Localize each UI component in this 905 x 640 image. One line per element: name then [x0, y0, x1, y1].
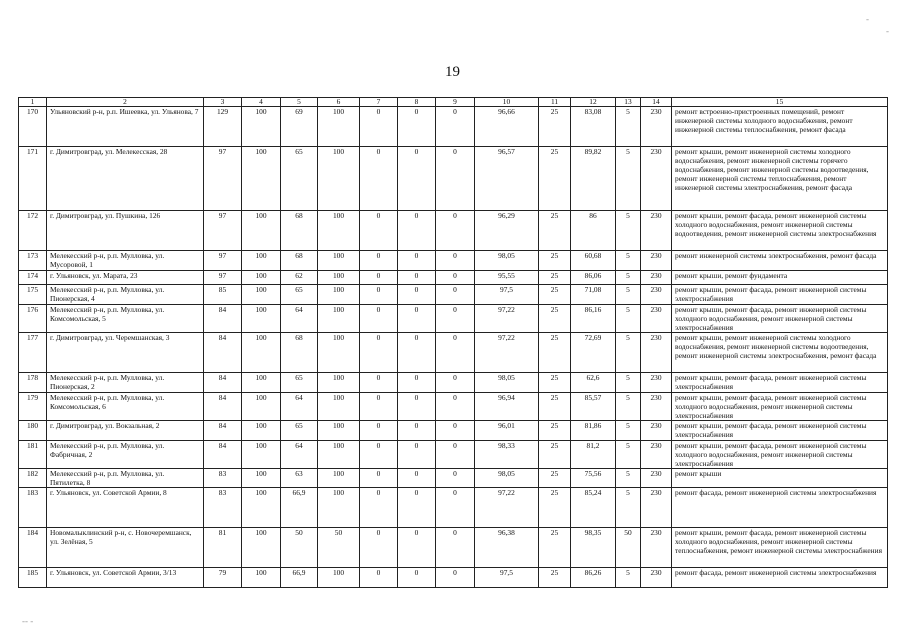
- value-cell: 98,05: [475, 469, 539, 488]
- value-cell: 100: [242, 333, 281, 373]
- header-cell: 4: [242, 98, 281, 107]
- value-cell: 60,68: [571, 251, 616, 271]
- row-number-cell: 179: [19, 393, 47, 421]
- header-cell: 7: [360, 98, 398, 107]
- value-cell: 97: [204, 147, 242, 211]
- value-cell: 0: [398, 305, 436, 333]
- value-cell: 0: [436, 469, 475, 488]
- value-cell: 50: [318, 528, 360, 568]
- value-cell: 98,33: [475, 441, 539, 469]
- value-cell: 0: [360, 305, 398, 333]
- value-cell: 25: [539, 147, 571, 211]
- value-cell: 100: [242, 251, 281, 271]
- value-cell: 0: [360, 421, 398, 441]
- value-cell: 81: [204, 528, 242, 568]
- value-cell: 5: [616, 568, 641, 588]
- value-cell: 230: [641, 305, 672, 333]
- value-cell: 0: [398, 469, 436, 488]
- value-cell: 84: [204, 393, 242, 421]
- address-cell: Мелекесский р-н, р.п. Мулловка, ул. Комсомольская, 5: [47, 305, 204, 333]
- value-cell: 65: [281, 373, 318, 393]
- works-cell: ремонт крыши, ремонт фасада, ремонт инженерной системы холодного водоснабжения, ремонт инженерной системы водоотведения, ремонт инженерной системы электроснабжения: [672, 211, 888, 251]
- value-cell: 5: [616, 488, 641, 528]
- header-cell: 8: [398, 98, 436, 107]
- address-cell: г. Димитровград, ул. Вокзальная, 2: [47, 421, 204, 441]
- value-cell: 95,55: [475, 271, 539, 285]
- value-cell: 86,26: [571, 568, 616, 588]
- value-cell: 0: [360, 393, 398, 421]
- value-cell: 100: [318, 441, 360, 469]
- value-cell: 0: [398, 285, 436, 305]
- header-cell: 5: [281, 98, 318, 107]
- works-cell: ремонт фасада, ремонт инженерной системы электроснабжения: [672, 488, 888, 528]
- value-cell: 0: [398, 528, 436, 568]
- value-cell: 230: [641, 251, 672, 271]
- value-cell: 0: [360, 271, 398, 285]
- value-cell: 5: [616, 469, 641, 488]
- value-cell: 0: [436, 333, 475, 373]
- value-cell: 100: [318, 333, 360, 373]
- value-cell: 0: [398, 393, 436, 421]
- value-cell: 230: [641, 528, 672, 568]
- table-row: [19, 568, 888, 588]
- value-cell: 230: [641, 441, 672, 469]
- value-cell: 0: [436, 107, 475, 147]
- value-cell: 64: [281, 305, 318, 333]
- table-row: [19, 373, 888, 393]
- scan-mark: -- -: [22, 616, 34, 626]
- row-number-cell: 184: [19, 528, 47, 568]
- value-cell: 100: [242, 285, 281, 305]
- value-cell: 100: [318, 421, 360, 441]
- value-cell: 0: [360, 285, 398, 305]
- value-cell: 71,08: [571, 285, 616, 305]
- table-row: [19, 528, 888, 568]
- works-cell: ремонт крыши, ремонт фасада, ремонт инженерной системы электроснабжения: [672, 373, 888, 393]
- value-cell: 0: [398, 421, 436, 441]
- value-cell: 97,22: [475, 333, 539, 373]
- value-cell: 100: [242, 373, 281, 393]
- value-cell: 100: [242, 528, 281, 568]
- value-cell: 68: [281, 211, 318, 251]
- header-cell: 15: [672, 98, 888, 107]
- value-cell: 100: [318, 271, 360, 285]
- table-row: [19, 211, 888, 251]
- row-number-cell: 181: [19, 441, 47, 469]
- value-cell: 0: [436, 271, 475, 285]
- value-cell: 83: [204, 469, 242, 488]
- value-cell: 62: [281, 271, 318, 285]
- works-cell: ремонт крыши, ремонт фасада, ремонт инженерной системы электроснабжения: [672, 285, 888, 305]
- row-number-cell: 185: [19, 568, 47, 588]
- value-cell: 0: [398, 147, 436, 211]
- value-cell: 0: [398, 333, 436, 373]
- value-cell: 0: [360, 469, 398, 488]
- value-cell: 84: [204, 305, 242, 333]
- value-cell: 66,9: [281, 488, 318, 528]
- row-number-cell: 170: [19, 107, 47, 147]
- address-cell: Мелекесский р-н, р.п. Мулловка, ул. Комсомольская, 6: [47, 393, 204, 421]
- value-cell: 84: [204, 333, 242, 373]
- value-cell: 86,06: [571, 271, 616, 285]
- value-cell: 98,05: [475, 251, 539, 271]
- value-cell: 5: [616, 251, 641, 271]
- value-cell: 84: [204, 441, 242, 469]
- works-cell: ремонт фасада, ремонт инженерной системы электроснабжения: [672, 568, 888, 588]
- value-cell: 100: [242, 568, 281, 588]
- value-cell: 68: [281, 251, 318, 271]
- value-cell: 5: [616, 333, 641, 373]
- value-cell: 100: [318, 305, 360, 333]
- value-cell: 96,94: [475, 393, 539, 421]
- value-cell: 230: [641, 469, 672, 488]
- value-cell: 0: [360, 488, 398, 528]
- value-cell: 65: [281, 421, 318, 441]
- table-row: [19, 393, 888, 421]
- row-number-cell: 174: [19, 271, 47, 285]
- works-cell: ремонт встроенно-пристроенных помещений, ремонт инженерной системы холодного водоснабжения, ремонт инженерной системы теплоснабжения, ремонт фасада: [672, 107, 888, 147]
- value-cell: 0: [360, 107, 398, 147]
- value-cell: 0: [398, 373, 436, 393]
- address-cell: г. Димитровград, ул. Черемшанская, 3: [47, 333, 204, 373]
- row-number-cell: 177: [19, 333, 47, 373]
- value-cell: 25: [539, 211, 571, 251]
- value-cell: 0: [398, 488, 436, 528]
- value-cell: 81,86: [571, 421, 616, 441]
- address-cell: г. Ульяновск, ул. Советской Армии, 3/13: [47, 568, 204, 588]
- value-cell: 100: [318, 373, 360, 393]
- value-cell: 0: [436, 285, 475, 305]
- scan-mark: -: [866, 14, 869, 24]
- table-row: [19, 271, 888, 285]
- value-cell: 5: [616, 211, 641, 251]
- value-cell: 0: [436, 393, 475, 421]
- value-cell: 230: [641, 285, 672, 305]
- value-cell: 0: [360, 568, 398, 588]
- value-cell: 25: [539, 285, 571, 305]
- page-number: 19: [445, 64, 460, 80]
- value-cell: 97,22: [475, 488, 539, 528]
- value-cell: 86: [571, 211, 616, 251]
- value-cell: 25: [539, 528, 571, 568]
- value-cell: 100: [242, 305, 281, 333]
- value-cell: 69: [281, 107, 318, 147]
- value-cell: 97,5: [475, 285, 539, 305]
- value-cell: 100: [318, 469, 360, 488]
- value-cell: 100: [242, 421, 281, 441]
- value-cell: 0: [360, 211, 398, 251]
- value-cell: 63: [281, 469, 318, 488]
- row-number-cell: 180: [19, 421, 47, 441]
- value-cell: 50: [281, 528, 318, 568]
- header-cell: 9: [436, 98, 475, 107]
- value-cell: 0: [360, 373, 398, 393]
- value-cell: 100: [242, 107, 281, 147]
- value-cell: 100: [318, 251, 360, 271]
- header-cell: 14: [641, 98, 672, 107]
- value-cell: 97,5: [475, 568, 539, 588]
- row-number-cell: 172: [19, 211, 47, 251]
- value-cell: 230: [641, 107, 672, 147]
- value-cell: 0: [436, 147, 475, 211]
- value-cell: 230: [641, 488, 672, 528]
- header-cell: 2: [47, 98, 204, 107]
- value-cell: 62,6: [571, 373, 616, 393]
- value-cell: 84: [204, 421, 242, 441]
- value-cell: 25: [539, 441, 571, 469]
- value-cell: 100: [318, 107, 360, 147]
- value-cell: 5: [616, 421, 641, 441]
- value-cell: 79: [204, 568, 242, 588]
- value-cell: 100: [242, 441, 281, 469]
- value-cell: 96,57: [475, 147, 539, 211]
- address-cell: г. Ульяновск, ул. Марата, 23: [47, 271, 204, 285]
- value-cell: 98,05: [475, 373, 539, 393]
- value-cell: 230: [641, 373, 672, 393]
- header-cell: 13: [616, 98, 641, 107]
- table-row: [19, 421, 888, 441]
- value-cell: 0: [398, 568, 436, 588]
- value-cell: 5: [616, 285, 641, 305]
- value-cell: 0: [398, 251, 436, 271]
- header-cell: 11: [539, 98, 571, 107]
- value-cell: 50: [616, 528, 641, 568]
- address-cell: г. Ульяновск, ул. Советской Армии, 8: [47, 488, 204, 528]
- value-cell: 25: [539, 251, 571, 271]
- row-number-cell: 173: [19, 251, 47, 271]
- value-cell: 0: [398, 107, 436, 147]
- value-cell: 97: [204, 251, 242, 271]
- value-cell: 0: [436, 421, 475, 441]
- table-row: [19, 305, 888, 333]
- value-cell: 5: [616, 271, 641, 285]
- value-cell: 65: [281, 147, 318, 211]
- value-cell: 83,08: [571, 107, 616, 147]
- value-cell: 0: [436, 441, 475, 469]
- value-cell: 100: [318, 393, 360, 421]
- value-cell: 0: [398, 211, 436, 251]
- value-cell: 65: [281, 285, 318, 305]
- value-cell: 230: [641, 147, 672, 211]
- works-cell: ремонт крыши, ремонт фасада, ремонт инженерной системы холодного водоснабжения, ремонт инженерной системы электроснабжения: [672, 441, 888, 469]
- works-cell: ремонт крыши, ремонт фасада, ремонт инженерной системы электроснабжения: [672, 421, 888, 441]
- header-cell: 12: [571, 98, 616, 107]
- value-cell: 0: [360, 333, 398, 373]
- value-cell: 66,9: [281, 568, 318, 588]
- value-cell: 0: [360, 251, 398, 271]
- works-cell: ремонт крыши, ремонт фасада, ремонт инженерной системы холодного водоснабжения, ремонт инженерной системы теплоснабжения, ремонт инженерной системы электроснабжения: [672, 528, 888, 568]
- table-row: [19, 107, 888, 147]
- value-cell: 0: [360, 147, 398, 211]
- table-row: [19, 441, 888, 469]
- value-cell: 85,57: [571, 393, 616, 421]
- value-cell: 85,24: [571, 488, 616, 528]
- value-cell: 97: [204, 211, 242, 251]
- address-cell: Мелекесский р-н, р.п. Мулловка, ул. Пионерская, 2: [47, 373, 204, 393]
- value-cell: 84: [204, 373, 242, 393]
- header-cell: 1: [19, 98, 47, 107]
- header-cell: 6: [318, 98, 360, 107]
- value-cell: 0: [398, 271, 436, 285]
- row-number-cell: 171: [19, 147, 47, 211]
- value-cell: 75,56: [571, 469, 616, 488]
- value-cell: 230: [641, 271, 672, 285]
- address-cell: г. Димитровград, ул. Мелекесская, 28: [47, 147, 204, 211]
- value-cell: 0: [436, 251, 475, 271]
- value-cell: 96,29: [475, 211, 539, 251]
- value-cell: 86,16: [571, 305, 616, 333]
- value-cell: 89,82: [571, 147, 616, 211]
- value-cell: 230: [641, 393, 672, 421]
- value-cell: 98,35: [571, 528, 616, 568]
- works-cell: ремонт крыши: [672, 469, 888, 488]
- address-cell: Ульяновский р-н, р.п. Ишеевка, ул. Ульянова, 7: [47, 107, 204, 147]
- value-cell: 0: [436, 528, 475, 568]
- header-row: [19, 98, 888, 107]
- value-cell: 25: [539, 488, 571, 528]
- value-cell: 25: [539, 393, 571, 421]
- value-cell: 100: [318, 211, 360, 251]
- value-cell: 100: [242, 211, 281, 251]
- value-cell: 64: [281, 441, 318, 469]
- value-cell: 230: [641, 568, 672, 588]
- works-cell: ремонт инженерной системы электроснабжения, ремонт фасада: [672, 251, 888, 271]
- value-cell: 129: [204, 107, 242, 147]
- row-number-cell: 183: [19, 488, 47, 528]
- address-cell: Новомалыклинский р-н, с. Новочеремшанск, ул. Зелёная, 5: [47, 528, 204, 568]
- value-cell: 5: [616, 393, 641, 421]
- value-cell: 0: [436, 211, 475, 251]
- value-cell: 100: [242, 147, 281, 211]
- value-cell: 0: [436, 568, 475, 588]
- value-cell: 96,38: [475, 528, 539, 568]
- repair-program-table: [18, 97, 888, 588]
- value-cell: 25: [539, 568, 571, 588]
- table-row: [19, 251, 888, 271]
- row-number-cell: 176: [19, 305, 47, 333]
- address-cell: Мелекесский р-н, р.п. Мулловка, ул. Пионерская, 4: [47, 285, 204, 305]
- value-cell: 25: [539, 421, 571, 441]
- value-cell: 100: [318, 568, 360, 588]
- works-cell: ремонт крыши, ремонт фасада, ремонт инженерной системы холодного водоснабжения, ремонт инженерной системы электроснабжения: [672, 393, 888, 421]
- value-cell: 230: [641, 333, 672, 373]
- value-cell: 96,01: [475, 421, 539, 441]
- address-cell: Мелекесский р-н, р.п. Мулловка, ул. Фабричная, 2: [47, 441, 204, 469]
- table-row: [19, 488, 888, 528]
- value-cell: 5: [616, 107, 641, 147]
- value-cell: 0: [360, 441, 398, 469]
- value-cell: 100: [242, 469, 281, 488]
- value-cell: 5: [616, 441, 641, 469]
- value-cell: 83: [204, 488, 242, 528]
- row-number-cell: 182: [19, 469, 47, 488]
- value-cell: 100: [318, 147, 360, 211]
- value-cell: 68: [281, 333, 318, 373]
- header-cell: 3: [204, 98, 242, 107]
- value-cell: 85: [204, 285, 242, 305]
- row-number-cell: 175: [19, 285, 47, 305]
- value-cell: 97: [204, 271, 242, 285]
- value-cell: 5: [616, 305, 641, 333]
- value-cell: 81,2: [571, 441, 616, 469]
- value-cell: 0: [436, 305, 475, 333]
- value-cell: 230: [641, 421, 672, 441]
- value-cell: 0: [360, 528, 398, 568]
- address-cell: г. Димитровград, ул. Пушкина, 126: [47, 211, 204, 251]
- value-cell: 100: [318, 285, 360, 305]
- value-cell: 0: [436, 488, 475, 528]
- value-cell: 230: [641, 211, 672, 251]
- works-cell: ремонт крыши, ремонт инженерной системы холодного водоснабжения, ремонт инженерной системы водоотведения, ремонт инженерной системы электроснабжения, ремонт фасада: [672, 333, 888, 373]
- value-cell: 5: [616, 373, 641, 393]
- value-cell: 25: [539, 305, 571, 333]
- header-cell: 10: [475, 98, 539, 107]
- row-number-cell: 178: [19, 373, 47, 393]
- value-cell: 5: [616, 147, 641, 211]
- value-cell: 64: [281, 393, 318, 421]
- value-cell: 100: [242, 488, 281, 528]
- value-cell: 97,22: [475, 305, 539, 333]
- value-cell: 25: [539, 271, 571, 285]
- works-cell: ремонт крыши, ремонт фундамента: [672, 271, 888, 285]
- value-cell: 0: [436, 373, 475, 393]
- works-cell: ремонт крыши, ремонт инженерной системы холодного водоснабжения, ремонт инженерной системы горячего водоснабжения, ремонт инженерной системы водоотведения, ремонт инженерной системы теплоснабжения, ремонт инженерной системы электроснабжения, ремонт фасада: [672, 147, 888, 211]
- scan-mark: -: [886, 26, 889, 36]
- value-cell: 25: [539, 333, 571, 373]
- works-cell: ремонт крыши, ремонт фасада, ремонт инженерной системы холодного водоснабжения, ремонт инженерной системы электроснабжения: [672, 305, 888, 333]
- table-row: [19, 469, 888, 488]
- table-row: [19, 285, 888, 305]
- value-cell: 100: [242, 271, 281, 285]
- value-cell: 25: [539, 469, 571, 488]
- value-cell: 100: [242, 393, 281, 421]
- value-cell: 96,66: [475, 107, 539, 147]
- table-row: [19, 333, 888, 373]
- address-cell: Мелекесский р-н, р.п. Мулловка, ул. Пятилетка, 8: [47, 469, 204, 488]
- address-cell: Мелекесский р-н, р.п. Мулловка, ул. Мусоровой, 1: [47, 251, 204, 271]
- value-cell: 72,69: [571, 333, 616, 373]
- value-cell: 100: [318, 488, 360, 528]
- value-cell: 0: [398, 441, 436, 469]
- value-cell: 25: [539, 373, 571, 393]
- value-cell: 25: [539, 107, 571, 147]
- table-row: [19, 147, 888, 211]
